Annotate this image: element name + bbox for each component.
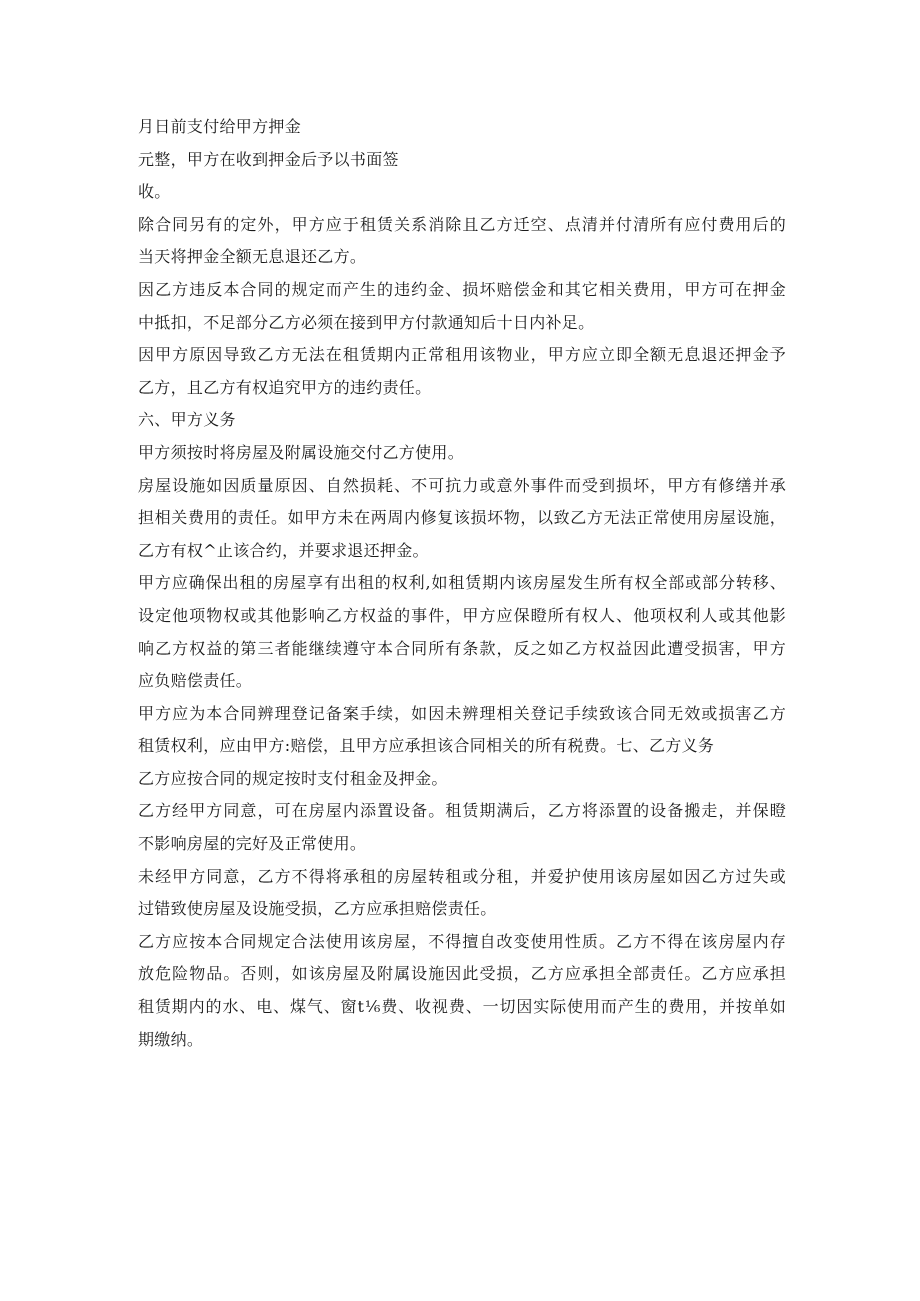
text-line: 因甲方原因导致乙方无法在租赁期内正常租用该物业，甲方应立即全额无息退还押金予: [138, 345, 786, 365]
paragraph: [138, 437, 786, 470]
text-line: 甲方应为本合同辨理登记备案手续，如因未辨理相关登记手续致该合同无效或损害乙方: [138, 703, 786, 723]
text-line: 担相关费用的责任。如甲方未在两周内修复该损坏物，以致乙方无法正常使用房屋设施，: [138, 508, 786, 528]
text-line: 乙方应按合同的规定按时支付租金及押金。: [138, 768, 448, 788]
paragraph: [138, 926, 786, 1056]
text-line: 租赁权利，应由甲方:赔偿，且甲方应承担该合同相关的所有税费。七、乙方义务: [138, 736, 715, 756]
text-line: 乙方经甲方同意，可在房屋内添置设备。租赁期满后，乙方将添置的设备搬走，并保瞪: [138, 801, 786, 821]
document-page: [138, 111, 786, 1056]
paragraph: [138, 698, 786, 763]
text-line: 月日前支付给甲方押金: [138, 117, 302, 136]
text-line: 不影响房屋的完好及正常使用。: [138, 834, 367, 854]
paragraph: [138, 144, 786, 177]
text-line: 六、甲方义务: [138, 410, 236, 430]
text-line: 乙方应按本合同规定合法使用该房屋，不得擅自改变使用性质。乙方不得在该房屋内存: [138, 931, 786, 951]
text-line: 乙方，且乙方有权追究甲方的违约责任。: [138, 377, 432, 397]
paragraph: [138, 274, 786, 339]
paragraph: [138, 567, 786, 697]
paragraph: [138, 861, 786, 926]
text-line: 响乙方权益的第三者能继续遵守本合同所有条款，反之如乙方权益因此遭受损害，甲方: [138, 638, 786, 658]
text-line: 除合同另有的定外，甲方应于租赁关系消除且乙方迁空、点清并付清所有应付费用后的: [138, 214, 786, 234]
text-line: 未经甲方同意，乙方不得将承租的房屋转租或分租，并爱护使用该房屋如因乙方过失或: [138, 866, 786, 886]
text-line: 放危险物品。否则，如该房屋及附属设施因此受损，乙方应承担全部责任。乙方应承担: [138, 964, 786, 984]
text-line: 因乙方违反本合同的规定而产生的违约金、损坏赔偿金和其它相关费用，甲方可在押金: [138, 279, 786, 299]
text-line: 期缴纳。: [138, 1029, 204, 1049]
text-line: 甲方须按时将房屋及附属设施交付乙方使用。: [138, 442, 465, 462]
text-line: 过错致使房屋及设施受损，乙方应承担赔偿责任。: [138, 899, 497, 919]
text-line: 应负赔偿责任。: [138, 671, 253, 691]
text-line: 租赁期内的水、电、煤气、窗t⅙费、收视费、一切因实际使用而产生的费用，并按单如: [138, 997, 786, 1017]
paragraph: [138, 763, 786, 796]
paragraph: [138, 209, 786, 274]
text-line: 元整，甲方在收到押金后予以书面签: [138, 149, 399, 169]
text-line: 甲方应确保出租的房屋享有出租的权利,如租赁期内该房屋发生所有权全部或部分转移、: [138, 573, 786, 593]
text-line: 收。: [138, 182, 171, 202]
paragraph: [138, 404, 786, 437]
text-line: 当天将押金全额无息退还乙方。: [138, 247, 367, 267]
text-line: 房屋设施如因质量原因、自然损耗、不可抗力或意外事件而受到损坏，甲方有修缮并承: [138, 475, 786, 495]
paragraph: [138, 339, 786, 404]
paragraph: [138, 795, 786, 860]
text-line: 中抵扣，不足部分乙方必须在接到甲方付款通知后十日内补足。: [138, 312, 595, 332]
text-line: 设定他项物权或其他影响乙方权益的事件，甲方应保瞪所有权人、他项权利人或其他影: [138, 605, 786, 625]
text-line: 乙方有权^止该合约，并要求退还押金。: [138, 540, 429, 560]
paragraph: [138, 176, 786, 209]
paragraph: [138, 111, 786, 144]
paragraph: [138, 470, 786, 568]
